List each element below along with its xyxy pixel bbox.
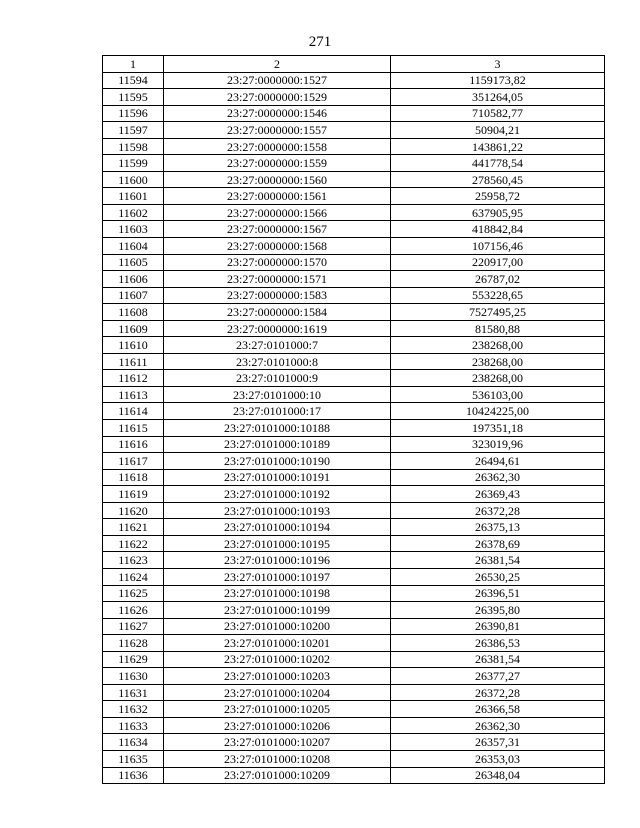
row-number-cell: 11599 — [103, 155, 164, 172]
row-number-cell: 11627 — [103, 618, 164, 635]
cadastral-number-cell: 23:27:0101000:10200 — [164, 618, 391, 635]
cadastral-number-cell: 23:27:0101000:10191 — [164, 469, 391, 486]
row-number-cell: 11636 — [103, 767, 164, 784]
cadastral-number-cell: 23:27:0101000:10197 — [164, 568, 391, 585]
table-row — [103, 304, 605, 321]
row-number-cell: 11610 — [103, 337, 164, 354]
table-row — [103, 287, 605, 304]
table-row — [103, 89, 605, 106]
value-cell: 7527495,25 — [391, 304, 605, 321]
value-cell: 26395,80 — [391, 602, 605, 619]
table-row — [103, 519, 605, 536]
row-number-cell: 11617 — [103, 453, 164, 470]
value-cell: 50904,21 — [391, 122, 605, 139]
value-cell: 553228,65 — [391, 287, 605, 304]
table-row — [103, 370, 605, 387]
cadastral-number-cell: 23:27:0101000:7 — [164, 337, 391, 354]
cadastral-number-cell: 23:27:0101000:10209 — [164, 767, 391, 784]
table-row — [103, 651, 605, 668]
row-number-cell: 11620 — [103, 502, 164, 519]
value-cell: 143861,22 — [391, 138, 605, 155]
table-row — [103, 188, 605, 205]
row-number-cell: 11633 — [103, 717, 164, 734]
row-number-cell: 11616 — [103, 436, 164, 453]
value-cell: 26372,28 — [391, 684, 605, 701]
row-number-cell: 11630 — [103, 668, 164, 685]
value-cell: 637905,95 — [391, 204, 605, 221]
row-number-cell: 11635 — [103, 750, 164, 767]
row-number-cell: 11612 — [103, 370, 164, 387]
value-cell: 1159173,82 — [391, 72, 605, 89]
value-cell: 26494,61 — [391, 453, 605, 470]
value-cell: 26369,43 — [391, 486, 605, 503]
cadastral-number-cell: 23:27:0101000:10 — [164, 386, 391, 403]
table-row — [103, 750, 605, 767]
value-cell: 26386,53 — [391, 635, 605, 652]
table-row — [103, 734, 605, 751]
cadastral-number-cell: 23:27:0000000:1568 — [164, 238, 391, 255]
cadastral-number-cell: 23:27:0101000:10199 — [164, 602, 391, 619]
table-row — [103, 420, 605, 437]
row-number-cell: 11618 — [103, 469, 164, 486]
row-number-cell: 11621 — [103, 519, 164, 536]
table-row — [103, 552, 605, 569]
cadastral-number-cell: 23:27:0000000:1567 — [164, 221, 391, 238]
cadastral-number-cell: 23:27:0101000:10192 — [164, 486, 391, 503]
row-number-cell: 11613 — [103, 386, 164, 403]
row-number-cell: 11598 — [103, 138, 164, 155]
value-cell: 26396,51 — [391, 585, 605, 602]
cadastral-number-cell: 23:27:0101000:10207 — [164, 734, 391, 751]
row-number-cell: 11623 — [103, 552, 164, 569]
value-cell: 26362,30 — [391, 469, 605, 486]
cadastral-number-cell: 23:27:0101000:10203 — [164, 668, 391, 685]
value-cell: 10424225,00 — [391, 403, 605, 420]
table-row — [103, 254, 605, 271]
value-cell: 26362,30 — [391, 717, 605, 734]
cadastral-number-cell: 23:27:0000000:1560 — [164, 171, 391, 188]
table-body — [103, 72, 605, 784]
table-row — [103, 684, 605, 701]
cadastral-number-cell: 23:27:0101000:9 — [164, 370, 391, 387]
table-row — [103, 138, 605, 155]
value-cell: 26357,31 — [391, 734, 605, 751]
row-number-cell: 11604 — [103, 238, 164, 255]
cadastral-number-cell: 23:27:0101000:10190 — [164, 453, 391, 470]
table-row — [103, 602, 605, 619]
cadastral-number-cell: 23:27:0000000:1558 — [164, 138, 391, 155]
data-table — [102, 55, 605, 784]
table-row — [103, 701, 605, 718]
value-cell: 26366,58 — [391, 701, 605, 718]
value-cell: 26353,03 — [391, 750, 605, 767]
value-cell: 26530,25 — [391, 568, 605, 585]
table-row — [103, 618, 605, 635]
row-number-cell: 11614 — [103, 403, 164, 420]
table-row — [103, 337, 605, 354]
cadastral-number-cell: 23:27:0000000:1546 — [164, 105, 391, 122]
row-number-cell: 11601 — [103, 188, 164, 205]
cadastral-number-cell: 23:27:0101000:10189 — [164, 436, 391, 453]
value-cell: 418842,84 — [391, 221, 605, 238]
table-row — [103, 486, 605, 503]
cadastral-number-cell: 23:27:0000000:1571 — [164, 271, 391, 288]
cadastral-number-cell: 23:27:0000000:1559 — [164, 155, 391, 172]
value-cell: 278560,45 — [391, 171, 605, 188]
cadastral-number-cell: 23:27:0101000:10208 — [164, 750, 391, 767]
cadastral-number-cell: 23:27:0000000:1527 — [164, 72, 391, 89]
row-number-cell: 11600 — [103, 171, 164, 188]
table-row — [103, 403, 605, 420]
table-row — [103, 717, 605, 734]
cadastral-number-cell: 23:27:0000000:1583 — [164, 287, 391, 304]
value-cell: 323019,96 — [391, 436, 605, 453]
cadastral-number-cell: 23:27:0101000:10204 — [164, 684, 391, 701]
value-cell: 26381,54 — [391, 651, 605, 668]
cadastral-number-cell: 23:27:0000000:1566 — [164, 204, 391, 221]
cadastral-number-cell: 23:27:0101000:17 — [164, 403, 391, 420]
table-row — [103, 436, 605, 453]
cadastral-number-cell: 23:27:0000000:1529 — [164, 89, 391, 106]
cadastral-number-cell: 23:27:0101000:10195 — [164, 535, 391, 552]
cadastral-number-cell: 23:27:0101000:10202 — [164, 651, 391, 668]
row-number-cell: 11626 — [103, 602, 164, 619]
row-number-cell: 11631 — [103, 684, 164, 701]
cadastral-number-cell: 23:27:0000000:1584 — [164, 304, 391, 321]
value-cell: 26377,27 — [391, 668, 605, 685]
value-cell: 220917,00 — [391, 254, 605, 271]
value-cell: 26390,81 — [391, 618, 605, 635]
cadastral-number-cell: 23:27:0101000:10198 — [164, 585, 391, 602]
value-cell: 710582,77 — [391, 105, 605, 122]
table-row — [103, 469, 605, 486]
row-number-cell: 11603 — [103, 221, 164, 238]
value-cell: 238268,00 — [391, 370, 605, 387]
table-row — [103, 271, 605, 288]
table-row — [103, 635, 605, 652]
table-row — [103, 221, 605, 238]
value-cell: 107156,46 — [391, 238, 605, 255]
table-row — [103, 585, 605, 602]
header-row — [103, 56, 605, 73]
value-cell: 26348,04 — [391, 767, 605, 784]
table-row — [103, 320, 605, 337]
cadastral-number-cell: 23:27:0101000:10201 — [164, 635, 391, 652]
row-number-cell: 11628 — [103, 635, 164, 652]
value-cell: 536103,00 — [391, 386, 605, 403]
table-row — [103, 105, 605, 122]
value-cell: 26372,28 — [391, 502, 605, 519]
row-number-cell: 11625 — [103, 585, 164, 602]
table-row — [103, 568, 605, 585]
value-cell: 197351,18 — [391, 420, 605, 437]
row-number-cell: 11606 — [103, 271, 164, 288]
row-number-cell: 11611 — [103, 353, 164, 370]
value-cell: 238268,00 — [391, 353, 605, 370]
cadastral-number-cell: 23:27:0000000:1561 — [164, 188, 391, 205]
value-cell: 25958,72 — [391, 188, 605, 205]
column-header-3: 3 — [391, 56, 605, 73]
cadastral-number-cell: 23:27:0101000:10206 — [164, 717, 391, 734]
table-row — [103, 72, 605, 89]
cadastral-number-cell: 23:27:0101000:10196 — [164, 552, 391, 569]
row-number-cell: 11607 — [103, 287, 164, 304]
row-number-cell: 11629 — [103, 651, 164, 668]
value-cell: 81580,88 — [391, 320, 605, 337]
row-number-cell: 11632 — [103, 701, 164, 718]
cadastral-number-cell: 23:27:0101000:8 — [164, 353, 391, 370]
table-row — [103, 155, 605, 172]
value-cell: 238268,00 — [391, 337, 605, 354]
row-number-cell: 11619 — [103, 486, 164, 503]
row-number-cell: 11594 — [103, 72, 164, 89]
cadastral-number-cell: 23:27:0000000:1619 — [164, 320, 391, 337]
cadastral-number-cell: 23:27:0000000:1557 — [164, 122, 391, 139]
column-header-2: 2 — [164, 56, 391, 73]
cadastral-number-cell: 23:27:0101000:10188 — [164, 420, 391, 437]
table-row — [103, 122, 605, 139]
table-row — [103, 535, 605, 552]
cadastral-number-cell: 23:27:0101000:10194 — [164, 519, 391, 536]
table-row — [103, 238, 605, 255]
row-number-cell: 11615 — [103, 420, 164, 437]
table-row — [103, 386, 605, 403]
value-cell: 26381,54 — [391, 552, 605, 569]
row-number-cell: 11609 — [103, 320, 164, 337]
cadastral-number-cell: 23:27:0101000:10205 — [164, 701, 391, 718]
value-cell: 26787,02 — [391, 271, 605, 288]
table-row — [103, 204, 605, 221]
table-row — [103, 767, 605, 784]
table-row — [103, 502, 605, 519]
value-cell: 26378,69 — [391, 535, 605, 552]
value-cell: 441778,54 — [391, 155, 605, 172]
table-row — [103, 353, 605, 370]
row-number-cell: 11608 — [103, 304, 164, 321]
row-number-cell: 11596 — [103, 105, 164, 122]
row-number-cell: 11622 — [103, 535, 164, 552]
row-number-cell: 11605 — [103, 254, 164, 271]
row-number-cell: 11624 — [103, 568, 164, 585]
value-cell: 26375,13 — [391, 519, 605, 536]
cadastral-number-cell: 23:27:0101000:10193 — [164, 502, 391, 519]
row-number-cell: 11595 — [103, 89, 164, 106]
page-number: 271 — [308, 34, 332, 50]
value-cell: 351264,05 — [391, 89, 605, 106]
row-number-cell: 11634 — [103, 734, 164, 751]
table-row — [103, 668, 605, 685]
column-header-1: 1 — [103, 56, 164, 73]
cadastral-number-cell: 23:27:0000000:1570 — [164, 254, 391, 271]
table-row — [103, 453, 605, 470]
row-number-cell: 11602 — [103, 204, 164, 221]
table-row — [103, 171, 605, 188]
row-number-cell: 11597 — [103, 122, 164, 139]
